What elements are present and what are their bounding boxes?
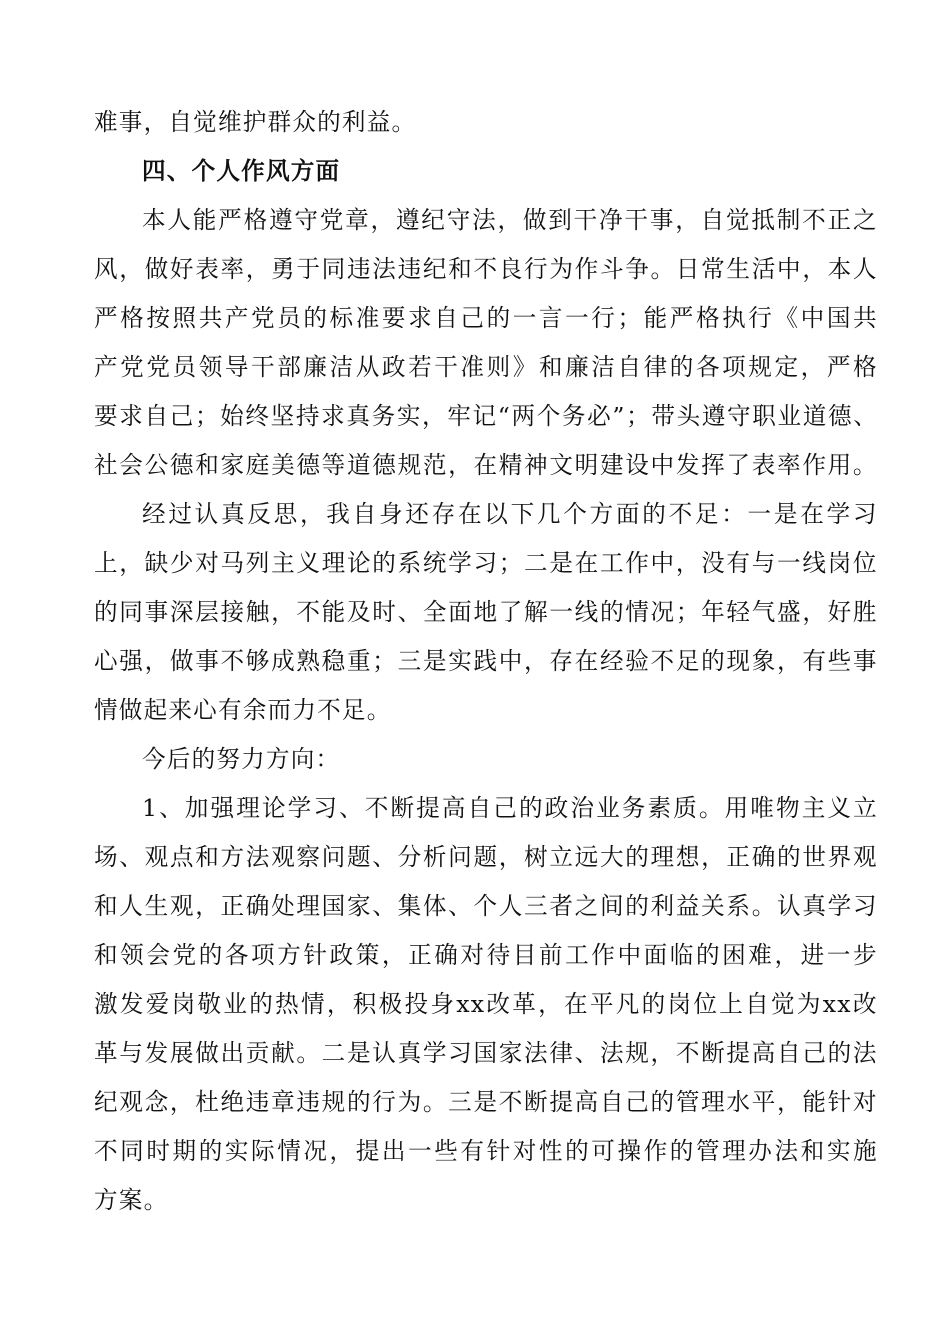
paragraph-line: 社 会 公 德 和 家 庭 美 德 等 道 德 规 范 ， 在 精 神 文 明 建 设 中 发 挥 了 表 率 作 用 。 — [94, 451, 878, 479]
paragraph-line: 和 领 会 党 的 各 项 方 针 政 策 ， 正 确 对 待 目 前 工 作 中 面 临 的 困 难 ， 进 一 步 — [94, 941, 878, 969]
paragraph-line: 产 党 党 员 领 导 干 部 廉 洁 从 政 若 干 准 则 》 和 廉 洁 自 律 的 各 项 规 定 ， 严 格 — [94, 353, 878, 381]
paragraph-line: 严 格 按 照 共 产 党 员 的 标 准 要 求 自 己 的 一 言 一 行 ； 能 严 格 执 行 《 中 国 共 — [94, 304, 878, 332]
paragraph-line: 革 与 发 展 做 出 贡 献 。 二 是 认 真 学 习 国 家 法 律 、 法 规 ， 不 断 提 高 自 己 的 法 — [94, 1039, 878, 1067]
paragraph-line: 经 过 认 真 反 思 ， 我 自 身 还 存 在 以 下 几 个 方 面 的 不 足 ： 一 是 在 学 习 — [142, 500, 878, 528]
paragraph-line: 今后的努力方向： — [142, 745, 341, 773]
paragraph-line: 纪 观 念 ， 杜 绝 违 章 违 规 的 行 为 。 三 是 不 断 提 高 自 己 的 管 理 水 平 ， 能 针 对 — [94, 1088, 878, 1116]
paragraph-line: 本 人 能 严 格 遵 守 党 章 ， 遵 纪 守 法 ， 做 到 干 净 干 事 ， 自 觉 抵 制 不 正 之 — [142, 206, 878, 234]
paragraph-line: 和 人 生 观 ， 正 确 处 理 国 家 、 集 体 、 个 人 三 者 之 间 的 利 益 关 系 。 认 真 学 习 — [94, 892, 878, 920]
paragraph-line: 的 同 事 深 层 接 触 ， 不 能 及 时 、 全 面 地 了 解 一 线 的 情 况 ； 年 轻 气 盛 ， 好 胜 — [94, 598, 878, 626]
paragraph-line: 难事，自觉维护群众的利益。 — [94, 108, 417, 136]
paragraph-line: 上 ， 缺 少 对 马 列 主 义 理 论 的 系 统 学 习 ； 二 是 在 工 作 中 ， 没 有 与 一 线 岗 位 — [94, 549, 878, 577]
paragraph-line: 心 强 ， 做 事 不 够 成 熟 稳 重 ； 三 是 实 践 中 ， 存 在 经 验 不 足 的 现 象 ， 有 些 事 — [94, 647, 878, 675]
paragraph-line: 激 发 爱 岗 敬 业 的 热 情 ， 积 极 投 身 xx 改 革 ， 在 平 凡 的 岗 位 上 自 觉 为 xx 改 — [94, 990, 878, 1018]
section-heading: 四、个人作风方面 — [142, 157, 341, 185]
paragraph-line: 情做起来心有余而力不足。 — [94, 696, 392, 724]
paragraph-line: 风 ， 做 好 表 率 ， 勇 于 同 违 法 违 纪 和 不 良 行 为 作 斗 争 。 日 常 生 活 中 ， 本 人 — [94, 255, 878, 283]
paragraph-line: 不 同 时 期 的 实 际 情 况 ， 提 出 一 些 有 针 对 性 的 可 操 作 的 管 理 办 法 和 实 施 — [94, 1137, 878, 1165]
paragraph-line: 要 求 自 己 ； 始 终 坚 持 求 真 务 实 ， 牢 记 “ 两 个 务 必 ” ； 带 头 遵 守 职 业 道 德 、 — [94, 402, 878, 430]
paragraph-line: 方案。 — [94, 1186, 169, 1214]
paragraph-line: 场 、 观 点 和 方 法 观 察 问 题 、 分 析 问 题 ， 树 立 远 大 的 理 想 ， 正 确 的 世 界 观 — [94, 843, 878, 871]
paragraph-line: 1 、 加 强 理 论 学 习 、 不 断 提 高 自 己 的 政 治 业 务 素 质 。 用 唯 物 主 义 立 — [142, 794, 878, 822]
document-page — [94, 98, 878, 1225]
